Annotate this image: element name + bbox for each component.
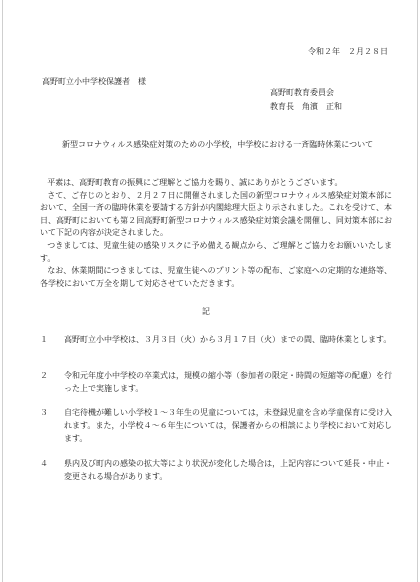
body-paragraph: 平素は、高野町教育の振興にご理解とご協力を賜り、誠にありがとうございます。	[47, 178, 343, 187]
item-text: 県内及び町内の感染の拡大等により状況が変化した場合は，上記内容について延長・中止・変更される場合があります。	[64, 459, 392, 482]
document-date: 令和２年 ２月２８日	[308, 47, 388, 56]
ki-heading: 記	[202, 307, 210, 316]
addressee: 高野町立小中学校保護者 様	[42, 77, 146, 86]
document-subject: 新型コロナウィルス感染症対策のための小学校，中学校における一斉臨時休業について	[62, 140, 374, 149]
list-item	[40, 369, 392, 395]
sender-organization: 高野町教育委員会	[270, 88, 334, 97]
item-number: １	[40, 335, 48, 344]
body-paragraph: なお、休業期間につきましては、児童生徒へのプリント等の配布、ご家庭への定期的な連絡等、各学校において万全を期して対応させていただきます。	[40, 266, 392, 288]
list-item	[40, 406, 392, 446]
item-number: ４	[40, 459, 48, 468]
body-paragraph: つきましては、児童生徒の感染リスクに予め備える観点から、ご理解とご協力をお願いいたします。	[40, 240, 392, 263]
sender-name: 教育長 角濱 正和	[270, 102, 342, 111]
list-item	[40, 457, 392, 483]
list-item	[40, 333, 392, 346]
item-text: 高野町立小中学校は、３月３日（火）から３月１７日（火）までの間、臨時休業とします。	[64, 335, 392, 344]
body-text	[40, 177, 392, 290]
item-number: ３	[40, 408, 48, 417]
item-text: 自宅待機が難しい小学校１～３年生の児童については，未登録児童を含め学童保育に受け入れます。また，小学校４～６年生については，保護者からの相談により学校において対応します。	[64, 408, 392, 444]
page-left-edge	[2, 0, 3, 582]
item-number: ２	[40, 371, 48, 380]
body-paragraph: さて、ご存じのとおり、２月２７日に開催されました国の新型コロナウィルス感染症対策本部において、全国一斉の臨時休業を要請する方針が内閣総理大臣より示されました。これを受けて、本日、高野町においても第２回高野町新型コロナウィルス感染症対策会議を開催し、同対策本部において下記の内容が決定されました。	[40, 190, 392, 238]
item-text: 令和元年度小中学校の卒業式は，規模の縮小等（参加者の限定・時間の短縮等の配慮）を行った上で実施します。	[64, 371, 392, 394]
page-right-edge	[417, 0, 418, 582]
